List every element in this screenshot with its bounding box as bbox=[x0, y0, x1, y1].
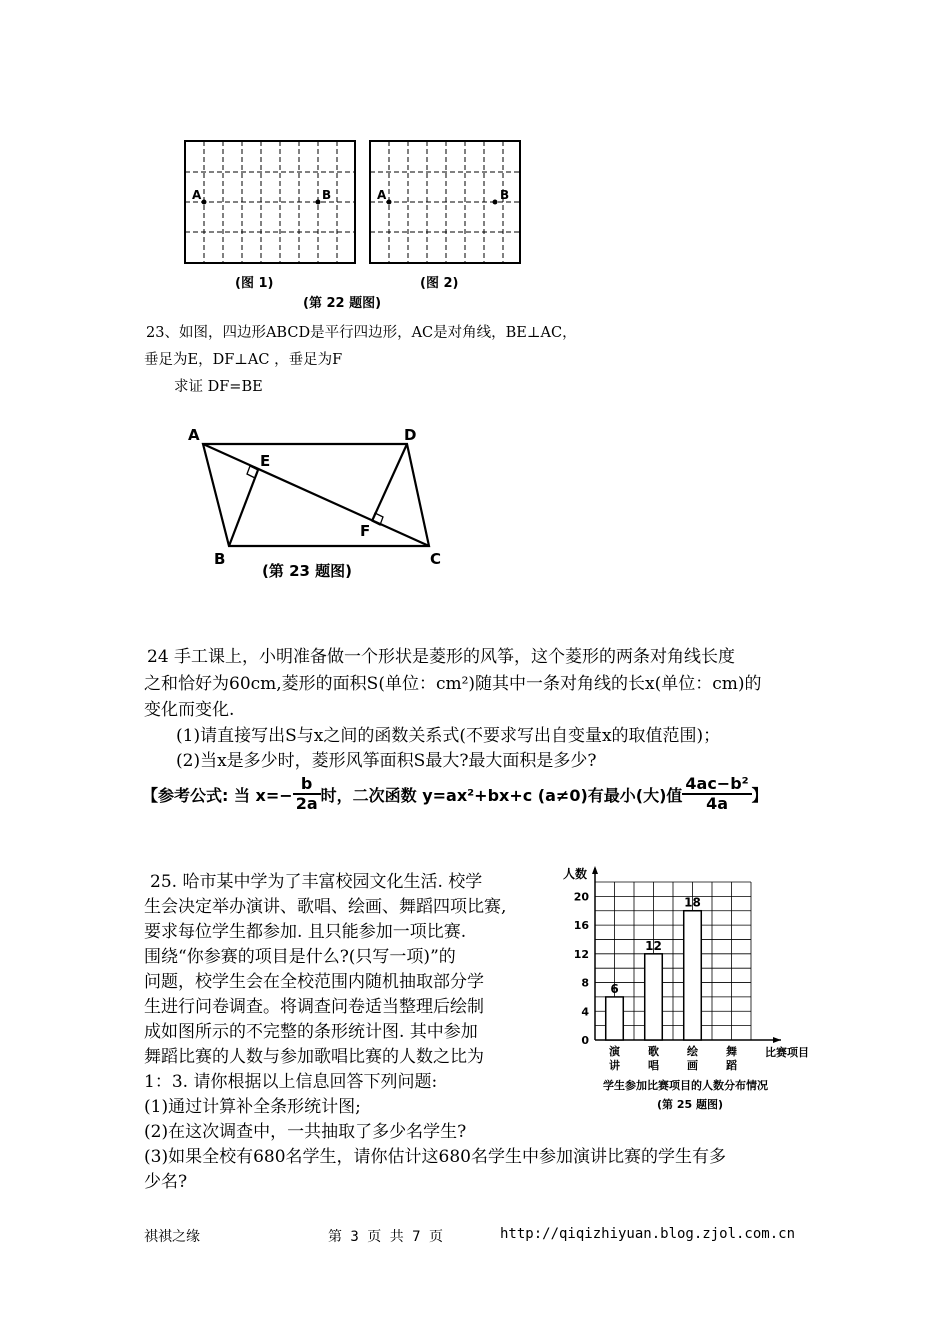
formula-suffix: 】 bbox=[751, 785, 768, 805]
q25-part1: (1)通过计算补全条形统计图; bbox=[144, 1097, 361, 1117]
fig1-caption: (图 1) bbox=[235, 276, 274, 291]
point-e-label: E bbox=[260, 452, 271, 470]
diagonal-ac bbox=[203, 444, 429, 546]
vertex-c-label: C bbox=[430, 550, 442, 568]
grid-figure-1 bbox=[185, 141, 355, 291]
chart-x-tick-label: 舞 bbox=[726, 1045, 737, 1058]
chart-y-tick-label: 8 bbox=[581, 976, 589, 990]
chart-y-tick-label: 12 bbox=[573, 947, 589, 961]
q23-figure-caption: (第 23 题图) bbox=[262, 562, 353, 580]
chart-x-axis-arrow bbox=[773, 1037, 781, 1043]
fraction-denominator: 4a bbox=[706, 794, 728, 813]
q25-bar-chart bbox=[555, 860, 820, 1115]
q25-part3-line2: 少名? bbox=[144, 1172, 188, 1192]
point-b-label: B bbox=[500, 188, 510, 202]
chart-x-tick-label: 画 bbox=[687, 1059, 698, 1072]
q24-part2: (2)当x是多少时，菱形风筝面积S最大?最大面积是多少? bbox=[176, 751, 597, 771]
point-a-label: A bbox=[192, 188, 202, 202]
chart-x-axis-label: 比赛项目 bbox=[765, 1046, 809, 1059]
q25-line-9: 1：3. 请你根据以上信息回答下列问题: bbox=[144, 1072, 438, 1092]
formula-middle: 时，二次函数 y=ax²+bx+c (a≠0)有最小(大)值 bbox=[320, 785, 683, 805]
q23-parallelogram-figure bbox=[180, 420, 450, 585]
point-a-dot bbox=[202, 200, 207, 205]
footer-left: 祺祺之缘 bbox=[144, 1229, 200, 1245]
q22-grid-figures bbox=[165, 135, 535, 310]
chart-bar-演讲 bbox=[606, 997, 624, 1040]
fraction-denominator: 2a bbox=[295, 794, 318, 813]
q25-line-2: 生会决定举办演讲、歌唱、绘画、舞蹈四项比赛, bbox=[144, 897, 507, 917]
chart-x-tick-label: 绘 bbox=[687, 1045, 698, 1058]
q25-line-3: 要求每位学生都参加. 且只能参加一项比赛. bbox=[144, 922, 467, 942]
point-a-label: A bbox=[377, 188, 387, 202]
chart-bar-歌唱 bbox=[645, 954, 663, 1040]
chart-title: 学生参加比赛项目的人数分布情况 bbox=[603, 1079, 768, 1092]
fraction-extremum bbox=[682, 775, 751, 813]
chart-x-tick-label: 歌 bbox=[648, 1045, 659, 1058]
q25-line-4: 围绕“你参赛的项目是什么?(只写一项)”的 bbox=[144, 947, 456, 967]
chart-y-tick-label: 16 bbox=[573, 919, 589, 933]
chart-value-label: 12 bbox=[645, 938, 662, 953]
point-b-dot bbox=[493, 200, 498, 205]
chart-bar-绘画 bbox=[684, 911, 702, 1040]
vertex-b-label: B bbox=[214, 550, 226, 568]
chart-y-tick-label: 0 bbox=[581, 1034, 589, 1047]
q24-reference-formula bbox=[142, 770, 768, 818]
chart-value-label: 18 bbox=[684, 895, 701, 910]
q24-line3: 变化而变化. bbox=[144, 700, 235, 720]
q25-part2: (2)在这次调查中，一共抽取了多少名学生? bbox=[144, 1122, 467, 1142]
q23-line3: 求证 DF=BE bbox=[174, 379, 263, 395]
q24-line1: 24 手工课上，小明准备做一个形状是菱形的风筝，这个菱形的两条对角线长度 bbox=[147, 647, 736, 667]
point-f-label: F bbox=[360, 522, 371, 540]
segment-df bbox=[372, 444, 407, 521]
chart-y-tick-label: 4 bbox=[581, 1005, 589, 1019]
q25-line-1: 25. 哈市某中学为了丰富校园文化生活. 校学 bbox=[150, 872, 483, 892]
chart-x-tick-label: 演 bbox=[609, 1045, 620, 1058]
footer-url[interactable]: http://qiqizhiyuan.blog.zjol.com.cn bbox=[500, 1226, 796, 1242]
chart-value-label: 6 bbox=[610, 981, 619, 996]
point-b-dot bbox=[316, 200, 321, 205]
fig2-caption: (图 2) bbox=[420, 276, 459, 291]
fraction-b-over-2a bbox=[293, 775, 321, 813]
q23-line2: 垂足为E，DF⊥AC ，垂足为F bbox=[144, 352, 343, 368]
fraction-numerator: b bbox=[293, 775, 321, 795]
chart-caption: (第 25 题图) bbox=[657, 1098, 724, 1111]
point-a-dot bbox=[387, 200, 392, 205]
q24-part1: (1)请直接写出S与x之间的函数关系式(不要求写出自变量x的取值范围)； bbox=[176, 726, 721, 746]
grid-figure-2 bbox=[370, 141, 520, 291]
vertex-d-label: D bbox=[404, 426, 417, 444]
footer-page-number: 第 3 页 共 7 页 bbox=[328, 1229, 444, 1245]
q25-line-8: 舞蹈比赛的人数与参加歌唱比赛的人数之比为 bbox=[144, 1047, 484, 1067]
q25-line-5: 问题，校学生会在全校范围内随机抽取部分学 bbox=[144, 972, 484, 992]
chart-y-axis-label: 人数 bbox=[563, 867, 588, 881]
q25-line-6: 生进行问卷调查。将调查问卷适当整理后绘制 bbox=[144, 997, 484, 1017]
q23-line1: 23、如图，四边形ABCD是平行四边形，AC是对角线，BE⊥AC， bbox=[146, 325, 577, 341]
chart-x-tick-label: 唱 bbox=[648, 1059, 659, 1072]
q22-figure-caption: (第 22 题图) bbox=[303, 296, 382, 310]
segment-be bbox=[229, 470, 258, 546]
chart-x-tick-label: 蹈 bbox=[726, 1059, 737, 1072]
q25-part3-line1: (3)如果全校有680名学生，请你估计这680名学生中参加演讲比赛的学生有多 bbox=[144, 1147, 726, 1167]
chart-y-tick-label: 20 bbox=[573, 890, 589, 904]
fraction-numerator: 4ac−b² bbox=[682, 775, 751, 795]
point-b-label: B bbox=[322, 188, 332, 202]
q24-line2: 之和恰好为60cm,菱形的面积S(单位：cm²)随其中一条对角线的长x(单位：cm)的 bbox=[144, 674, 762, 694]
vertex-a-label: A bbox=[188, 426, 200, 444]
chart-x-tick-label: 讲 bbox=[609, 1059, 620, 1072]
formula-prefix: 【参考公式: 当 x=− bbox=[142, 785, 293, 805]
chart-y-axis-arrow bbox=[592, 866, 598, 874]
q25-line-7: 成如图所示的不完整的条形统计图. 其中参加 bbox=[144, 1022, 478, 1042]
